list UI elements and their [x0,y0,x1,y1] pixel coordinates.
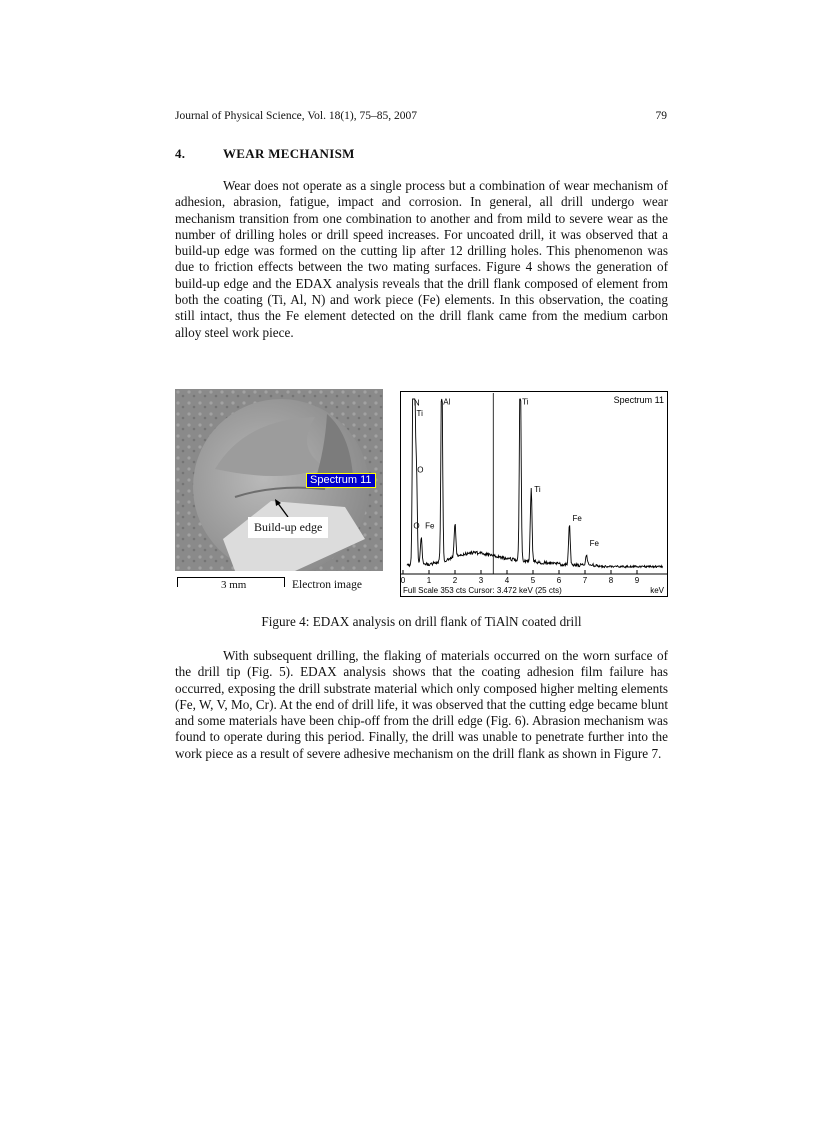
peak-label: Ti [416,408,423,418]
x-tick-label: 5 [530,576,536,585]
journal-citation: Journal of Physical Science, Vol. 18(1), 75–85, 2007 [175,110,418,122]
spectrum-title: Spectrum 11 [613,395,664,405]
x-tick-label: 8 [608,576,614,585]
peak-label: O [413,521,420,531]
x-tick-label: 4 [504,576,510,585]
x-tick-label: 9 [634,576,640,585]
sem-electron-image [175,389,383,571]
image-type-label: Electron image [292,579,362,591]
peak-label: Fe [425,521,435,531]
page-header [175,110,667,122]
spectrum-11-label: Spectrum 11 [306,473,376,488]
peak-label: N [413,398,420,408]
page-number: 79 [655,110,667,122]
x-tick-label: 0 [400,576,406,585]
build-up-edge-label: Build-up edge [248,517,328,538]
x-tick-label: 6 [556,576,562,585]
figure-caption: Figure 4: EDAX analysis on drill flank of TiAlN coated drill [261,614,582,629]
peak-label: Fe [589,538,600,548]
scale-bar-label: 3 mm [221,579,247,591]
spectrum-footer-left: Full Scale 353 cts Cursor: 3.472 keV (25 cts) [403,586,562,595]
peak-label: Fe [572,513,582,523]
section-title: WEAR MECHANISM [223,146,355,161]
peak-label: Ti [534,484,541,494]
spectrum-footer-right: keV [650,586,664,595]
peak-label: Ti [522,397,529,407]
paragraph-1: Wear does not operate as a single process but a combination of wear mechanism of adhesion, abrasion, fatigue, impact and corrosion. In general, all drill undergo wear mechanism transition from one combination to another and from mild to severe wear as the number of drilling holes or drill speed increases. For uncoated drill, it was observed that a build-up edge was formed on the cutting lip after 12 drilling holes. This phenomenon was due to friction effects between the two mating surfaces. Figure 4 shows the generation of build-up edge and the EDAX analysis reveals that the drill flank composed of element from both the coating (Ti, Al, N) and work piece (Fe) elements. In this observation, the coating still intact, thus the Fe element detected on the drill flank came from the medium carbon alloy steel work piece. [175,178,668,340]
section-heading [175,146,355,162]
section-number: 4. [175,146,186,161]
x-tick-label: 7 [582,576,588,585]
x-tick-label: 3 [478,576,484,585]
edax-spectrum-chart [400,391,668,597]
peak-label: O [417,465,424,475]
figure-4 [175,389,668,599]
paragraph-2: With subsequent drilling, the flaking of materials occurred on the worn surface of the drill tip (Fig. 5). EDAX analysis shows that the coating adhesion film failure has occurred, exposing the drill substrate material which only composed higher melting elements (Fe, W, V, Mo, Cr). At the end of drill life, it was observed that the cutting edge became blunt and some materials have been chip-off from the drill edge (Fig. 6). Abrasion mechanism was found to operate during this period. Finally, the drill was unable to penetrate further into the work piece as a result of severe adhesive mechanism on the drill flank as shown in Figure 7. [175,648,668,761]
peak-label: Al [443,397,451,407]
x-tick-label: 2 [452,576,458,585]
x-tick-label: 1 [426,576,432,585]
